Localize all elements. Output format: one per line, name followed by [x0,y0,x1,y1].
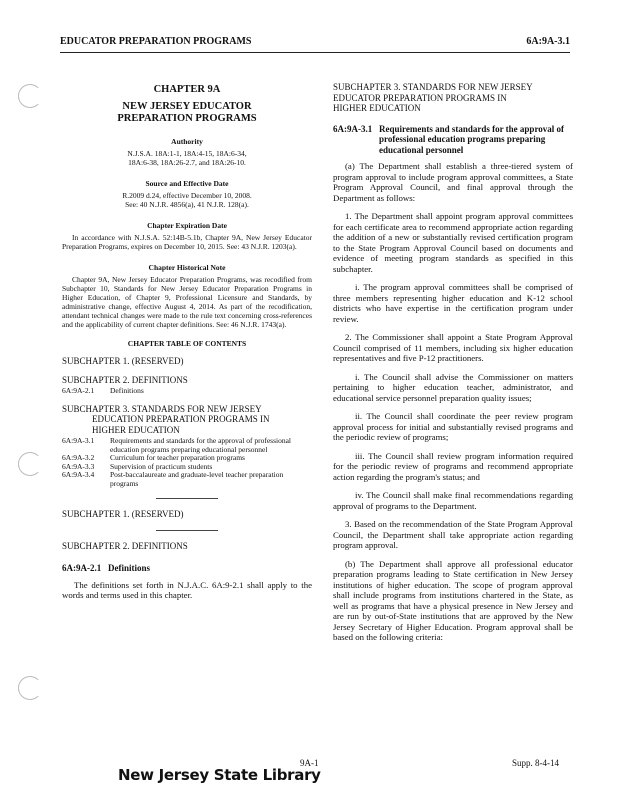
section-2-1-heading: 6A:9A-2.1 Definitions [62,563,151,573]
toc-entry: 6A:9A-3.4 Post-baccalaureate and graduate-level teacher preparation programs [62,470,284,488]
paragraph-2-i: i. The Council shall advise the Commissioner on matters pertaining to higher education teacher, administrator, and educational service personnel preparation quality issues; [333,371,573,403]
toc-subchapter-2: SUBCHAPTER 2. DEFINITIONS [62,374,188,385]
authority-heading: Authority [171,137,203,146]
source-text: R.2009 d.24, effective December 10, 2008. See: 40 N.J.R. 4856(a), 41 N.J.R. 128(a). [122,191,252,209]
supplement-date: Supp. 8-4-14 [512,758,559,768]
authority-text: N.J.S.A. 18A:1-1, 18A:4-15, 18A:6-34, 18A:6-38, 18A:26-2.7, and 18A:26-10. [127,149,247,167]
toc-heading: CHAPTER TABLE OF CONTENTS [127,339,247,348]
paragraph-b: (b) The Department shall approve all professional educator preparation programs leading to State certification in New Jersey institutions of higher education. The scope of program approval shall include programs from institutions chartered in the State, as well as programs that have a physical presence in New Jersey and are run by out-of-State institutions that are approved by the New Jersey Secretary of Higher Education. Program approval shall be based on the following criteria: [333,558,573,642]
chapter-title: NEW JERSEY EDUCATOR PREPARATION PROGRAMS [117,101,257,124]
toc-entry: 6A:9A-2.1 Definitions [62,386,144,395]
history-heading: Chapter Historical Note [148,263,226,272]
right-column [333,62,573,647]
expiration-heading: Chapter Expiration Date [147,221,227,230]
punch-hole-middle [18,452,42,476]
paragraph-2: 2. The Commissioner shall appoint a State Program Approval Council comprised of 11 members, including six higher education representatives and five P-12 practitioners. [333,332,573,363]
chapter-number: CHAPTER 9A [153,84,221,95]
history-text: Chapter 9A, New Jersey Educator Preparation Programs, was recodified from Subchapter 10, Standards for New Jersey Educator Preparation Programs in Higher Education, of Chapter 9, Professional Licensure and Standards, by administrative change, effective August 4, 2014. As part of the recodification, attendant technical changes were made to the rule text concerning cross-references and the applicability of current chapter definitions. See: 46 N.J.R. 1743(a). [62,275,312,329]
paragraph-a: (a) The Department shall establish a three-tiered system of program approval to include program approval committees, a State Program Approval Council, and final approval through the Department as follows: [333,161,573,203]
paragraph-2-iv: iv. The Council shall make final recommendations regarding approval of programs to the Department. [333,490,573,511]
paragraph-2-ii: ii. The Council shall coordinate the peer review program approval process for initial and substantially revised programs and the periodic review of programs; [333,411,573,442]
subchapter-2-heading: SUBCHAPTER 2. DEFINITIONS [62,540,188,551]
punch-hole-top [18,84,42,108]
running-header [60,36,570,50]
page-number: 9A-1 [300,758,319,768]
toc-subchapter-3: SUBCHAPTER 3. STANDARDS FOR NEW JERSEY EDUCATION PREPARATION PROGRAMS IN HIGHER EDUCATION [62,403,270,435]
section-3-1-heading: 6A:9A-3.1 Requirements and standards for the approval of professional education programs preparing educational personnel [333,123,565,155]
expiration-text: In accordance with N.J.S.A. 52:14B-5.1b, Chapter 9A, New Jersey Educator Preparation Programs, expires on December 10, 2015. See: 43 N.J.R. 1203(a). [62,233,312,251]
header-section: 6A:9A-3.1 [526,36,570,47]
header-title: EDUCATOR PREPARATION PROGRAMS [60,36,252,47]
toc-subchapter-1: SUBCHAPTER 1. (RESERVED) [62,356,184,366]
paragraph-2-iii: iii. The Council shall review program information required for the periodic review of programs and recommend appropriate action regarding the program's status; and [333,450,573,482]
toc-entry: 6A:9A-3.3 Supervision of practicum students [62,461,213,471]
paragraph-1-i: i. The program approval committees shall be comprised of three members representing higher education and K-12 school districts who have expertise in the certification program under review. [333,282,573,324]
library-watermark: New Jersey State Library [118,766,321,784]
left-column [62,62,312,605]
section-2-1-text: The definitions set forth in N.J.A.C. 6A:9-2.1 shall apply to the words and terms used in this chapter. [62,579,312,600]
punch-hole-bottom [18,676,42,700]
subchapter-3-heading: SUBCHAPTER 3. STANDARDS FOR NEW JERSEY EDUCATOR PREPARATION PROGRAMS IN HIGHER EDUCATION [333,82,533,113]
paragraph-1: 1. The Department shall appoint program approval committees for each certificate area to recommend appropriate action regarding the addition of a new or substantially revised certification program to the State Program Approval Council based on documents and evidence of meeting program standards as specified in this subchapter. [333,211,573,274]
toc-entry: 6A:9A-3.2 Curriculum for teacher preparation programs [62,453,245,462]
section-separator [156,530,218,531]
source-heading: Source and Effective Date [145,179,229,188]
subchapter-1-heading: SUBCHAPTER 1. (RESERVED) [62,509,184,519]
paragraph-3: 3. Based on the recommendation of the State Program Approval Council, the Department shall take appropriate action regarding program approval. [333,519,573,550]
section-separator [156,498,218,499]
header-rule [60,52,570,53]
toc-entry: 6A:9A-3.1 Requirements and standards for the approval of professional education programs preparing educational personnel [62,436,291,454]
